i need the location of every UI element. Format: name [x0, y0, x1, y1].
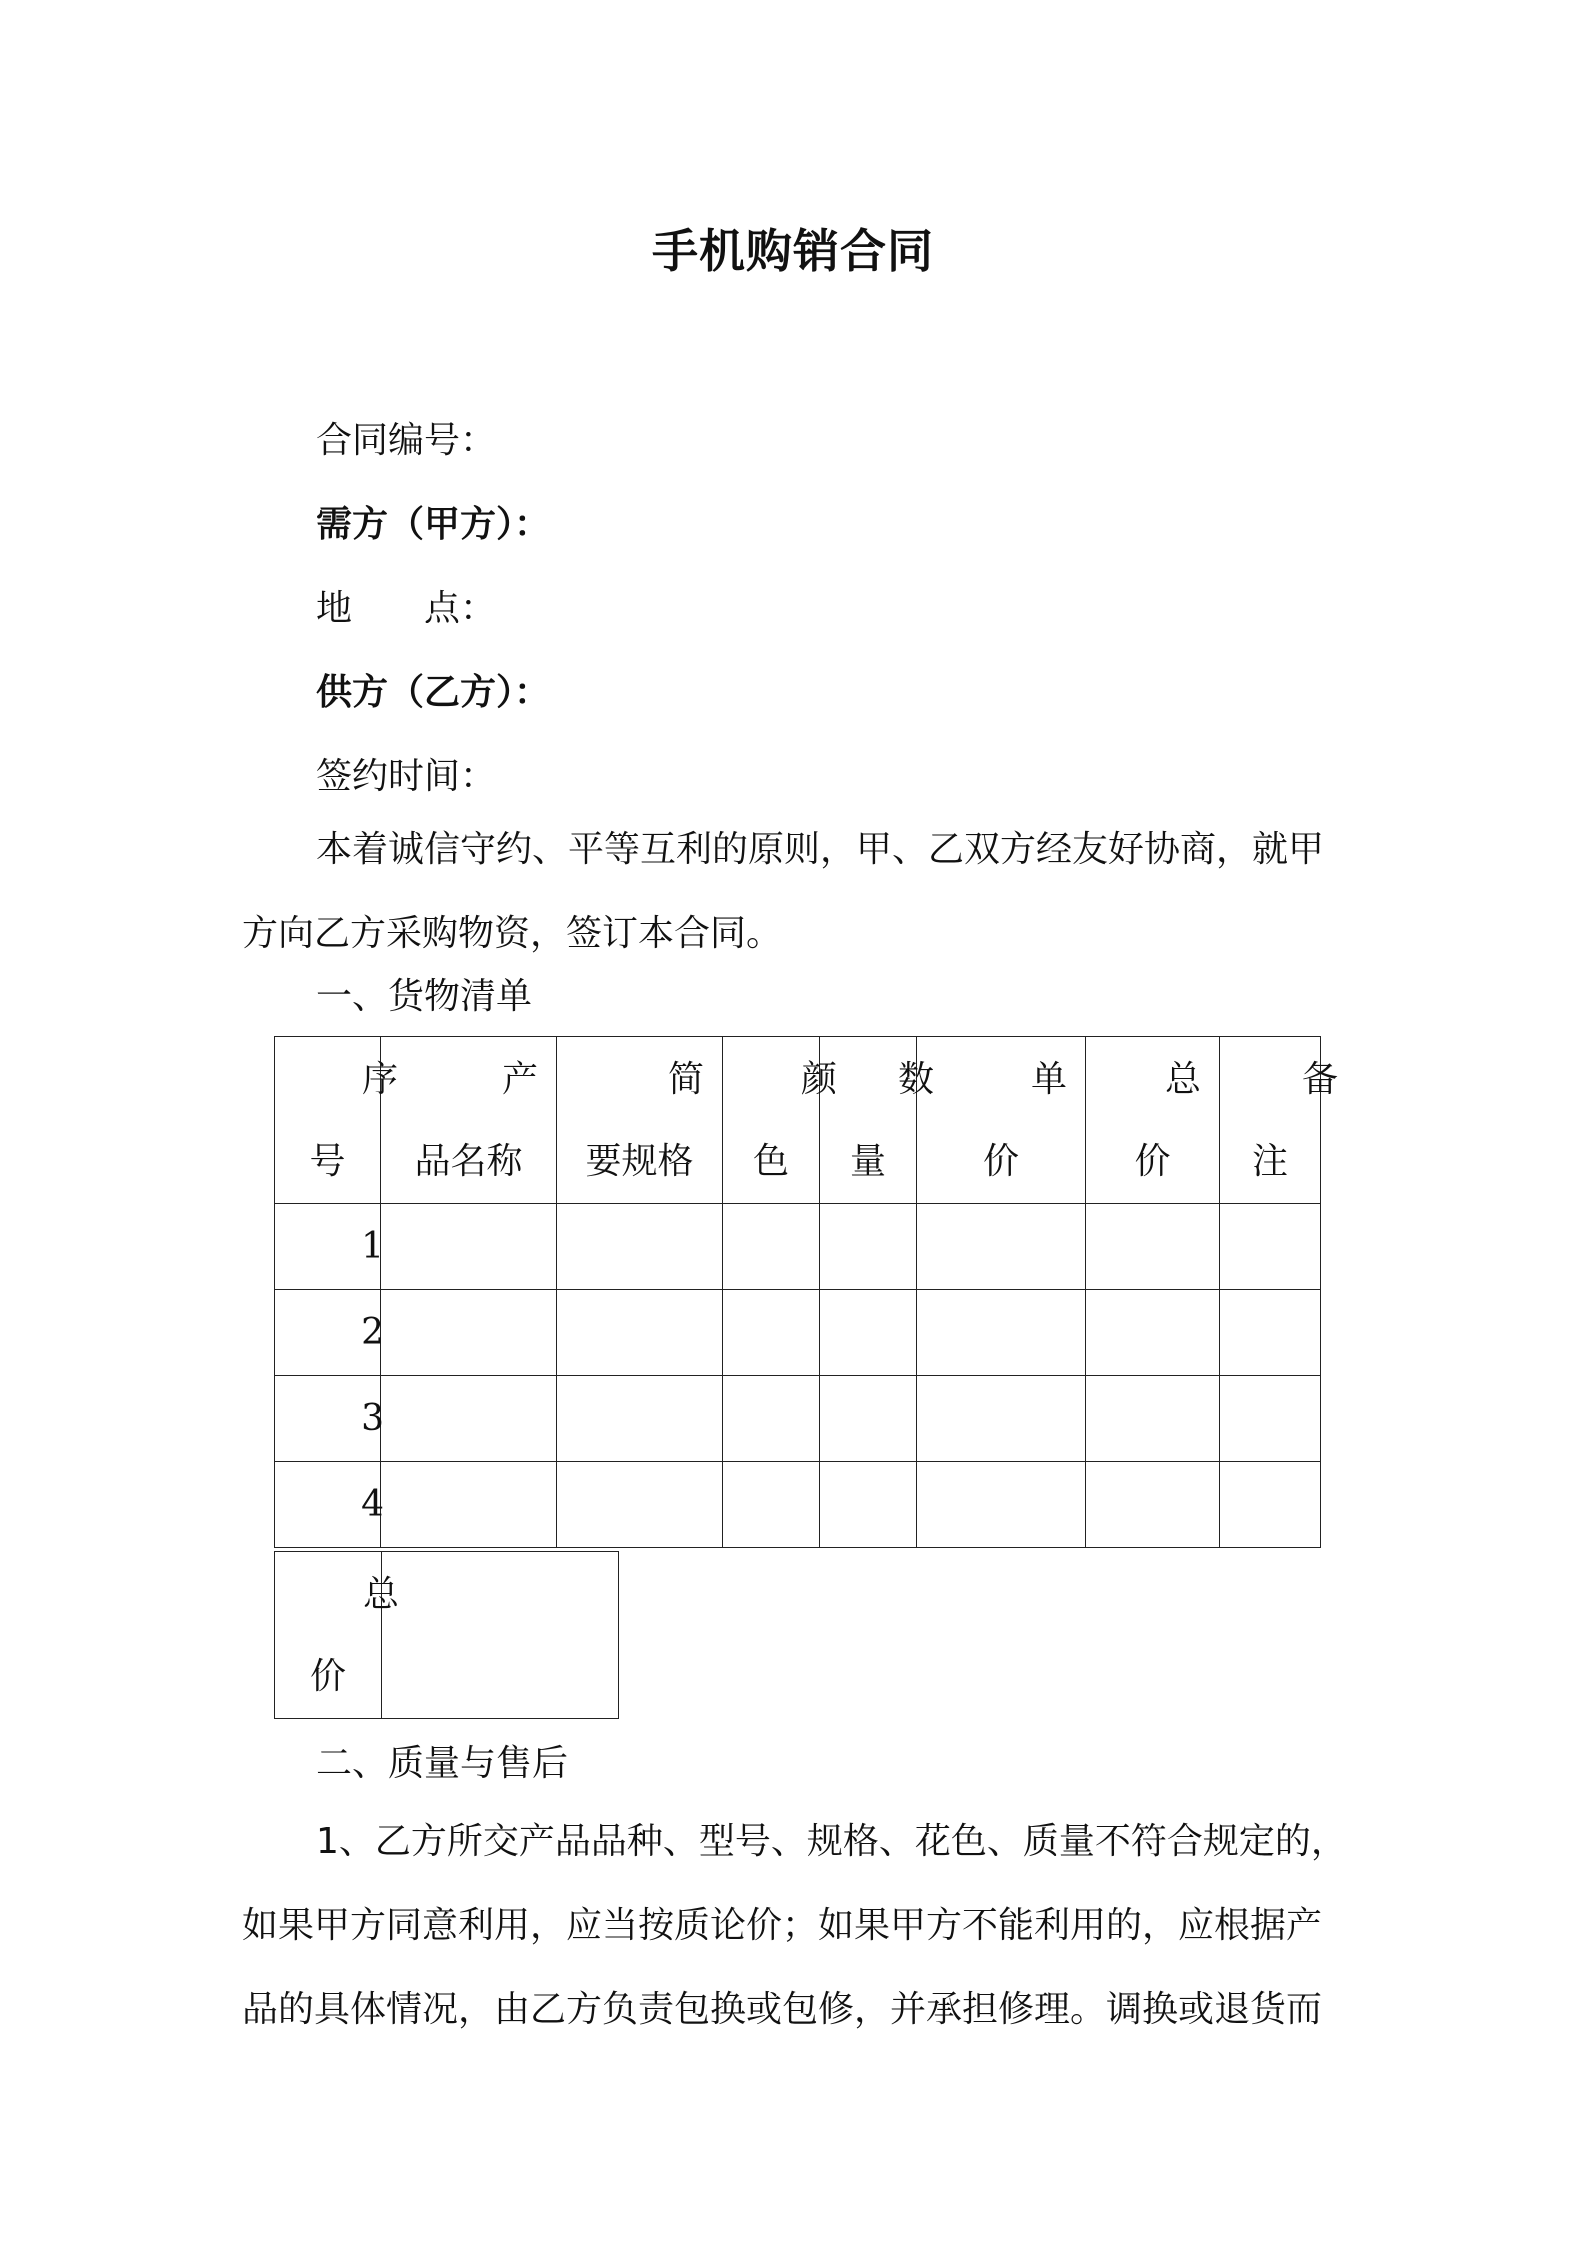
intro-line-1: 本着诚信守约、平等互利的原则，甲、乙双方经友好协商，就甲: [316, 829, 1325, 870]
header-cell-seq: 序 号: [275, 1037, 381, 1204]
intro-paragraph: [242, 808, 1352, 976]
clause-1-line-2: 如果甲方同意利用，应当按质论价；如果甲方不能利用的，应根据产: [242, 1905, 1323, 1946]
total-price-table: [274, 1551, 619, 1719]
header-cell-remarks: 备 注: [1220, 1037, 1321, 1204]
header-cell-quantity: 数 量: [820, 1037, 917, 1204]
table-row: [275, 1376, 1321, 1462]
total-price-label-cell: 总 价: [275, 1552, 382, 1719]
table-row: [275, 1290, 1321, 1376]
goods-table-header: [275, 1037, 1321, 1204]
total-price-value-cell[interactable]: [382, 1552, 619, 1719]
table-row: [275, 1462, 1321, 1548]
header-cell-total-price: 总 价: [1086, 1037, 1220, 1204]
section-goods-list-heading: 一、货物清单: [316, 976, 533, 1017]
goods-table: [274, 1036, 1338, 1548]
intro-line-2: 方向乙方采购物资，签订本合同。: [242, 913, 783, 954]
clause-1-line-3: 品的具体情况，由乙方负责包换或包修，并承担修理。调换或退货而: [242, 1989, 1323, 2030]
header-cell-unit-price: 单 价: [917, 1037, 1086, 1204]
header-cell-color: 颜 色: [723, 1037, 820, 1204]
supplier-label: 供方（乙方）：: [316, 672, 551, 713]
sign-time-label: 签约时间：: [316, 756, 497, 797]
row-number: 3: [361, 1398, 384, 1439]
row-number: 2: [361, 1312, 384, 1353]
clause-1-paragraph: [242, 1800, 1352, 2052]
header-cell-product-name: 产 品名称: [381, 1037, 557, 1204]
buyer-label: 需方（甲方）：: [316, 504, 551, 545]
row-number: 1: [361, 1226, 384, 1267]
row-number: 4: [361, 1484, 384, 1525]
section-quality-heading: 二、质量与售后: [316, 1743, 569, 1784]
location-label: 地 点：: [316, 588, 497, 629]
contract-number-label: 合同编号：: [316, 420, 497, 461]
header-cell-spec: 简 要规格: [557, 1037, 723, 1204]
clause-1-line-1: 1、乙方所交产品品种、型号、规格、花色、质量不符合规定的，: [316, 1821, 1347, 1862]
document-title: 手机购销合同: [652, 224, 934, 278]
table-row: [275, 1204, 1321, 1290]
